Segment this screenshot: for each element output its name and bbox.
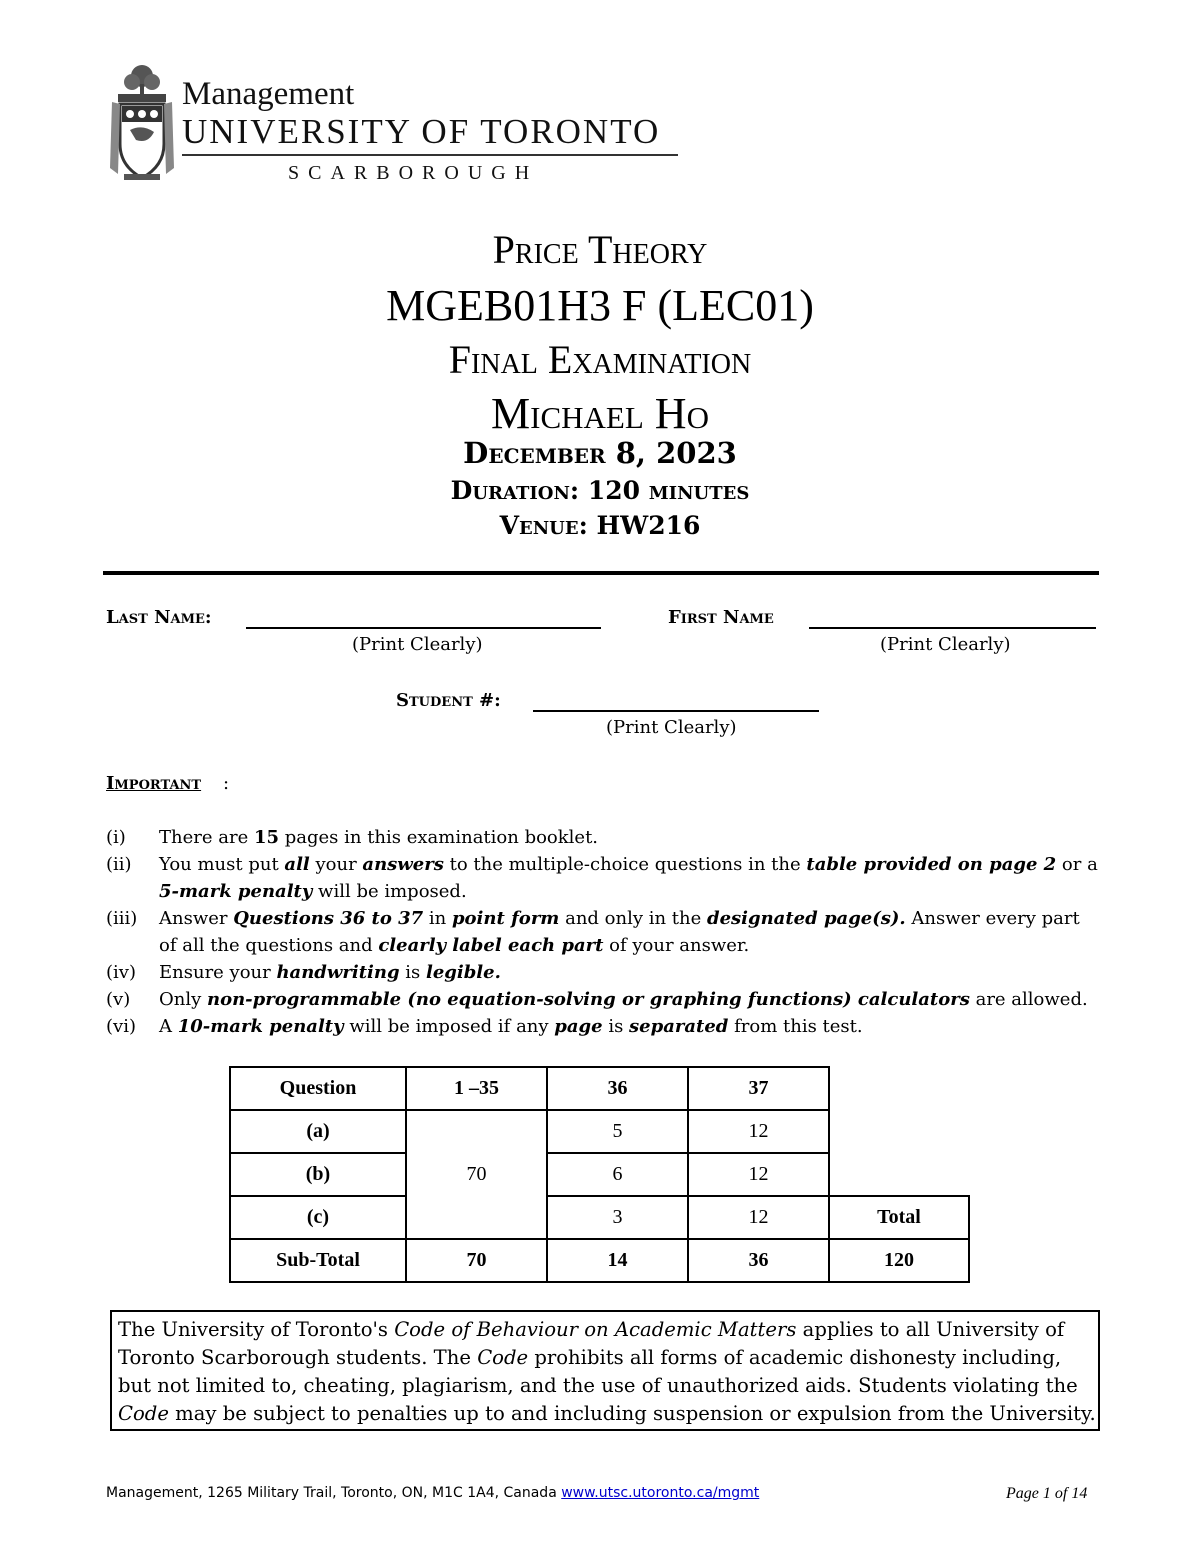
last-name-label: Last Name: bbox=[106, 607, 212, 628]
total-label-cell: Total bbox=[829, 1196, 969, 1239]
address-text: Management, 1265 Military Trail, Toronto, ON, M1C 1A4, Canada bbox=[106, 1485, 557, 1501]
course-code: MGEB01H3 F (LEC01) bbox=[386, 281, 814, 330]
q36-cell: 6 bbox=[547, 1153, 688, 1196]
exam-duration bbox=[0, 476, 1200, 505]
page-number: Page 1 of 14 bbox=[1006, 1485, 1088, 1502]
header-q36: 36 bbox=[547, 1067, 688, 1110]
first-name-hint: (Print Clearly) bbox=[880, 634, 1011, 655]
empty-cell bbox=[829, 1067, 969, 1110]
header-divider bbox=[103, 571, 1099, 575]
student-number-hint: (Print Clearly) bbox=[606, 717, 737, 738]
row-label: (b) bbox=[230, 1153, 406, 1196]
subtotal-row bbox=[230, 1239, 969, 1282]
university-crest bbox=[110, 62, 174, 186]
subtotal-q37: 36 bbox=[688, 1239, 829, 1282]
empty-cell bbox=[829, 1153, 969, 1196]
header-q37: 37 bbox=[688, 1067, 829, 1110]
table-header-row bbox=[230, 1067, 969, 1110]
row-label: (a) bbox=[230, 1110, 406, 1153]
q36-cell: 5 bbox=[547, 1110, 688, 1153]
logo-university-name: UNIVERSITY OF TORONTO bbox=[182, 112, 661, 151]
empty-cell bbox=[829, 1110, 969, 1153]
venue-label: Venue: bbox=[499, 511, 588, 540]
instruction-text: Only non-programmable (no equation-solving or graphing functions) calculators are allowed. bbox=[159, 989, 1088, 1010]
student-number-label: Student #: bbox=[396, 690, 501, 711]
venue-value: HW216 bbox=[596, 511, 701, 540]
mc-marks-cell: 70 bbox=[406, 1110, 547, 1239]
exam-date: December 8, 2023 bbox=[463, 436, 737, 470]
course-title: Price Theory bbox=[492, 227, 708, 272]
table-row bbox=[230, 1196, 969, 1239]
instruction-number: (v) bbox=[106, 989, 131, 1010]
table-row bbox=[230, 1110, 969, 1153]
duration-value: 120 minutes bbox=[587, 476, 750, 505]
last-name-field[interactable] bbox=[246, 627, 601, 629]
exam-venue bbox=[0, 511, 1200, 540]
important-colon: : bbox=[223, 773, 230, 794]
header-mc: 1 –35 bbox=[406, 1067, 547, 1110]
first-name-label: First Name bbox=[668, 607, 774, 628]
subtotal-q36: 14 bbox=[547, 1239, 688, 1282]
q36-cell: 3 bbox=[547, 1196, 688, 1239]
website-link[interactable]: www.utsc.utoronto.ca/mgmt bbox=[561, 1485, 760, 1501]
instructor-name: Michael Ho bbox=[491, 389, 709, 438]
grand-total: 120 bbox=[829, 1239, 969, 1282]
instruction-text: Answer Questions 36 to 37 in point form and only in the designated page(s). Answer every part of all the questions and clearly label each part of your answer. bbox=[159, 908, 1080, 956]
subtotal-mc: 70 bbox=[406, 1239, 547, 1282]
code-of-behaviour-text: The University of Toronto's Code of Behaviour on Academic Matters applies to all University of Toronto Scarborough students. The Code prohibits all forms of academic dishonesty including, but not limited to, cheating, plagiarism, and the use of unauthorized aids. Students violating the Code may be subject to penalties up to and including suspension or expulsion from the University. bbox=[118, 1318, 1096, 1425]
instruction-text: There are 15 pages in this examination booklet. bbox=[159, 827, 599, 848]
logo-management: Management bbox=[182, 76, 355, 112]
instruction-number: (i) bbox=[106, 827, 126, 848]
instruction-text: You must put all your answers to the multiple-choice questions in the table provided on page 2 or a 5-mark penalty will be imposed. bbox=[159, 854, 1098, 902]
q37-cell: 12 bbox=[688, 1153, 829, 1196]
instruction-number: (vi) bbox=[106, 1016, 136, 1037]
marks-table bbox=[229, 1066, 970, 1283]
code-of-behaviour-box bbox=[110, 1310, 1100, 1431]
row-label: (c) bbox=[230, 1196, 406, 1239]
instruction-number: (iii) bbox=[106, 908, 138, 929]
last-name-hint: (Print Clearly) bbox=[352, 634, 483, 655]
logo-rule bbox=[182, 154, 678, 156]
subtotal-label: Sub-Total bbox=[230, 1239, 406, 1282]
important-heading: Important bbox=[106, 773, 202, 794]
instruction-text: A 10-mark penalty will be imposed if any page is separated from this test. bbox=[159, 1016, 863, 1037]
header-question: Question bbox=[230, 1067, 406, 1110]
exam-type: Final Examination bbox=[448, 337, 752, 382]
instruction-number: (iv) bbox=[106, 962, 136, 983]
first-name-field[interactable] bbox=[809, 627, 1096, 629]
footer-address bbox=[106, 1485, 759, 1501]
duration-label: Duration: bbox=[450, 476, 580, 505]
instruction-text: Ensure your handwriting is legible. bbox=[159, 962, 501, 983]
logo-campus: SCARBOROUGH bbox=[288, 162, 539, 184]
instruction-number: (ii) bbox=[106, 854, 132, 875]
student-number-field[interactable] bbox=[533, 710, 819, 712]
table-row bbox=[230, 1153, 969, 1196]
q37-cell: 12 bbox=[688, 1196, 829, 1239]
q37-cell: 12 bbox=[688, 1110, 829, 1153]
